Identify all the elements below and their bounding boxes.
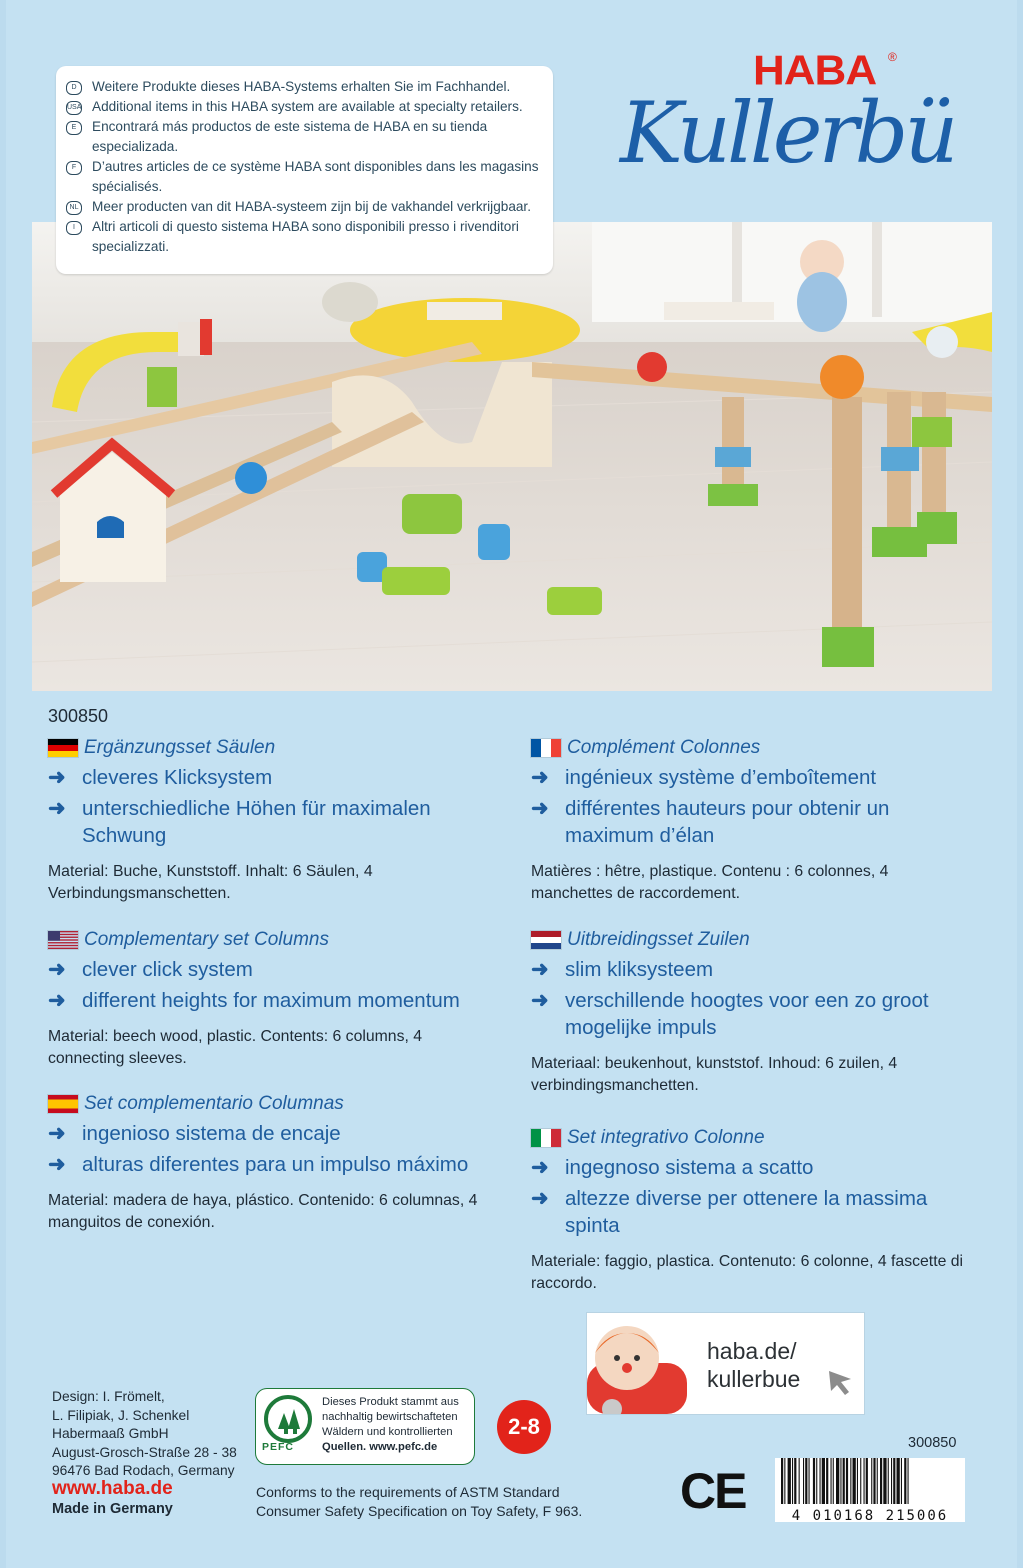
feature-bullet	[48, 987, 488, 1014]
product-section-de	[48, 736, 488, 905]
arrow-right-icon: ➜	[531, 797, 549, 820]
info-text: Encontrará más productos de este sistema de HABA en su tienda especializada.	[92, 119, 488, 154]
arrow-right-icon: ➜	[531, 989, 549, 1012]
pefc-line: Dieses Produkt stammt aus	[322, 1396, 459, 1408]
product-photo	[32, 222, 992, 691]
product-section-it	[531, 1126, 971, 1295]
feature-text: différentes hauteurs pour obtenir un maximum d’élan	[565, 797, 890, 847]
barcode-number: 4 010168 215006	[791, 1508, 949, 1524]
section-title-text: Ergänzungsset Säulen	[84, 737, 276, 758]
arrow-right-icon: ➜	[531, 958, 549, 981]
info-text: Meer producten van dit HABA-systeem zijn bij de vakhandel verkrijgbaar.	[92, 199, 531, 214]
info-line	[66, 97, 543, 117]
arrow-right-icon: ➜	[531, 1156, 549, 1179]
flag-it-icon	[531, 1129, 561, 1147]
info-text: Altri articoli di questo sistema HABA sono disponibili presso i rivenditori specializzati.	[92, 219, 519, 254]
feature-text: alturas diferentes para un impulso máximo	[82, 1153, 469, 1176]
design-line: Habermaaß GmbH	[52, 1426, 169, 1441]
country-code-badge: D	[66, 81, 82, 95]
material-text: Material: Buche, Kunststoff. Inhalt: 6 Säulen, 4 Verbindungsmanschetten.	[48, 863, 373, 902]
feature-text: different heights for maximum momentum	[82, 989, 460, 1012]
arrow-right-icon: ➜	[48, 797, 66, 820]
info-text: Weitere Produkte dieses HABA-Systems erhalten Sie im Fachhandel.	[92, 79, 511, 94]
design-line: August-Grosch-Straße 28 - 38	[52, 1444, 237, 1460]
arrow-right-icon: ➜	[48, 989, 66, 1012]
design-line: L. Filipiak, J. Schenkel	[52, 1407, 190, 1423]
age-badge: 2-8	[497, 1400, 551, 1454]
feature-bullet	[48, 1151, 488, 1178]
product-section-nl	[531, 928, 971, 1097]
feature-text: verschillende hoogtes voor een zo groot mogelijke impuls	[565, 989, 929, 1039]
ce-mark: CE	[680, 1463, 746, 1519]
kullerbu-wordmark: Kullerbü	[620, 84, 955, 182]
barcode-bars	[775, 1458, 965, 1506]
material-text: Matières : hêtre, plastique. Contenu : 6 colonnes, 4 manchettes de raccordement.	[531, 863, 889, 902]
feature-bullet	[531, 1185, 971, 1239]
material-text: Materiaal: beukenhout, kunststof. Inhoud: 6 zuilen, 4 verbindingsmanchetten.	[531, 1055, 898, 1094]
info-line	[66, 157, 543, 197]
feature-bullet	[531, 1154, 971, 1181]
arrow-right-icon: ➜	[48, 766, 66, 789]
ean-barcode	[775, 1458, 965, 1522]
section-title-text: Set complementario Columnas	[84, 1093, 344, 1114]
feature-text: cleveres Klicksystem	[82, 766, 273, 789]
design-line: Design: I. Frömelt,	[52, 1389, 165, 1404]
flag-es-icon	[48, 1095, 78, 1113]
url-box[interactable]	[587, 1313, 864, 1414]
feature-bullet	[531, 764, 971, 791]
article-number-bottom: 300850	[908, 1435, 957, 1451]
section-title-text: Set integrativo Colonne	[567, 1127, 765, 1148]
feature-bullet	[48, 1120, 488, 1147]
article-number: 300850	[48, 706, 109, 726]
country-code-badge: USA	[66, 101, 82, 115]
feature-bullet	[531, 795, 971, 849]
info-text: Additional items in this HABA system are available at specialty retailers.	[92, 99, 523, 114]
retailer-info-box	[56, 66, 553, 274]
section-title	[531, 736, 971, 760]
feature-text: ingénieux système d’emboîtement	[565, 766, 877, 789]
arrow-right-icon: ➜	[531, 766, 549, 789]
product-section-es	[48, 1092, 488, 1234]
section-title-text: Complément Colonnes	[567, 737, 761, 758]
feature-bullet	[48, 956, 488, 983]
astm-conformity	[256, 1483, 582, 1521]
pefc-line: nachhaltig bewirtschafteten	[322, 1411, 458, 1423]
country-code-badge: NL	[66, 201, 82, 215]
flag-us-icon	[48, 931, 78, 949]
feature-text: clever click system	[82, 958, 253, 981]
country-code-badge: F	[66, 161, 82, 175]
design-credits	[52, 1388, 237, 1481]
arrow-right-icon: ➜	[48, 1153, 66, 1176]
section-title-text: Complementary set Columns	[84, 929, 329, 950]
section-title	[531, 928, 971, 952]
conformity-line: Conforms to the requirements of ASTM Standard	[256, 1484, 560, 1500]
design-line: 96476 Bad Rodach, Germany	[52, 1463, 235, 1478]
kullerbu-car-icon	[587, 1313, 697, 1414]
info-line	[66, 117, 543, 157]
kullerbu-logo	[620, 44, 1000, 204]
country-code-badge: E	[66, 121, 82, 135]
arrow-right-icon: ➜	[531, 1187, 549, 1210]
product-section-fr	[531, 736, 971, 905]
feature-text: unterschiedliche Höhen für maximalen Schwung	[82, 797, 431, 847]
feature-text: ingegnoso sistema a scatto	[565, 1156, 814, 1179]
pefc-label: PEFC	[262, 1441, 295, 1453]
feature-text: ingenioso sistema de encaje	[82, 1122, 341, 1145]
section-title	[48, 928, 488, 952]
conformity-line: Consumer Safety Specification on Toy Safety, F 963.	[256, 1503, 583, 1519]
feature-bullet	[48, 795, 488, 849]
pefc-line: Quellen. www.pefc.de	[322, 1441, 438, 1453]
feature-text: slim kliksysteem	[565, 958, 714, 981]
feature-text: altezze diverse per ottenere la massima spinta	[565, 1187, 928, 1237]
feature-bullet	[531, 956, 971, 983]
product-section-us	[48, 928, 488, 1070]
section-title	[48, 1092, 488, 1116]
pefc-line: Wäldern und kontrollierten	[322, 1426, 453, 1438]
pefc-tree-icon	[262, 1395, 318, 1443]
url-line: kullerbue	[707, 1366, 801, 1392]
info-text: D’autres articles de ce système HABA sont disponibles dans les magasins spécialisés.	[92, 159, 539, 194]
website-link[interactable]: www.haba.de	[52, 1478, 173, 1499]
material-text: Material: beech wood, plastic. Contents: 6 columns, 4 connecting sleeves.	[48, 1028, 423, 1067]
feature-bullet	[48, 764, 488, 791]
country-code-badge: I	[66, 221, 82, 235]
material-text: Material: madera de haya, plástico. Contenido: 6 columnas, 4 manguitos de conexión.	[48, 1192, 478, 1231]
flag-nl-icon	[531, 931, 561, 949]
info-line	[66, 217, 543, 257]
haba-wordmark: HABA	[753, 47, 877, 94]
section-title	[48, 736, 488, 760]
section-title-text: Uitbreidingsset Zuilen	[567, 929, 750, 950]
flag-fr-icon	[531, 739, 561, 757]
info-line	[66, 77, 543, 97]
material-text: Materiale: faggio, plastica. Contenuto: 6 colonne, 4 fascette di raccordo.	[531, 1253, 964, 1292]
arrow-right-icon: ➜	[48, 958, 66, 981]
cursor-arrow-icon	[827, 1369, 855, 1397]
arrow-right-icon: ➜	[48, 1122, 66, 1145]
registered-mark: ®	[888, 50, 897, 64]
info-line	[66, 197, 543, 217]
made-in-label: Made in Germany	[52, 1501, 173, 1517]
flag-de-icon	[48, 739, 78, 757]
feature-bullet	[531, 987, 971, 1041]
section-title	[531, 1126, 971, 1150]
pefc-certificate	[255, 1388, 475, 1465]
url-line: haba.de/	[707, 1338, 797, 1364]
